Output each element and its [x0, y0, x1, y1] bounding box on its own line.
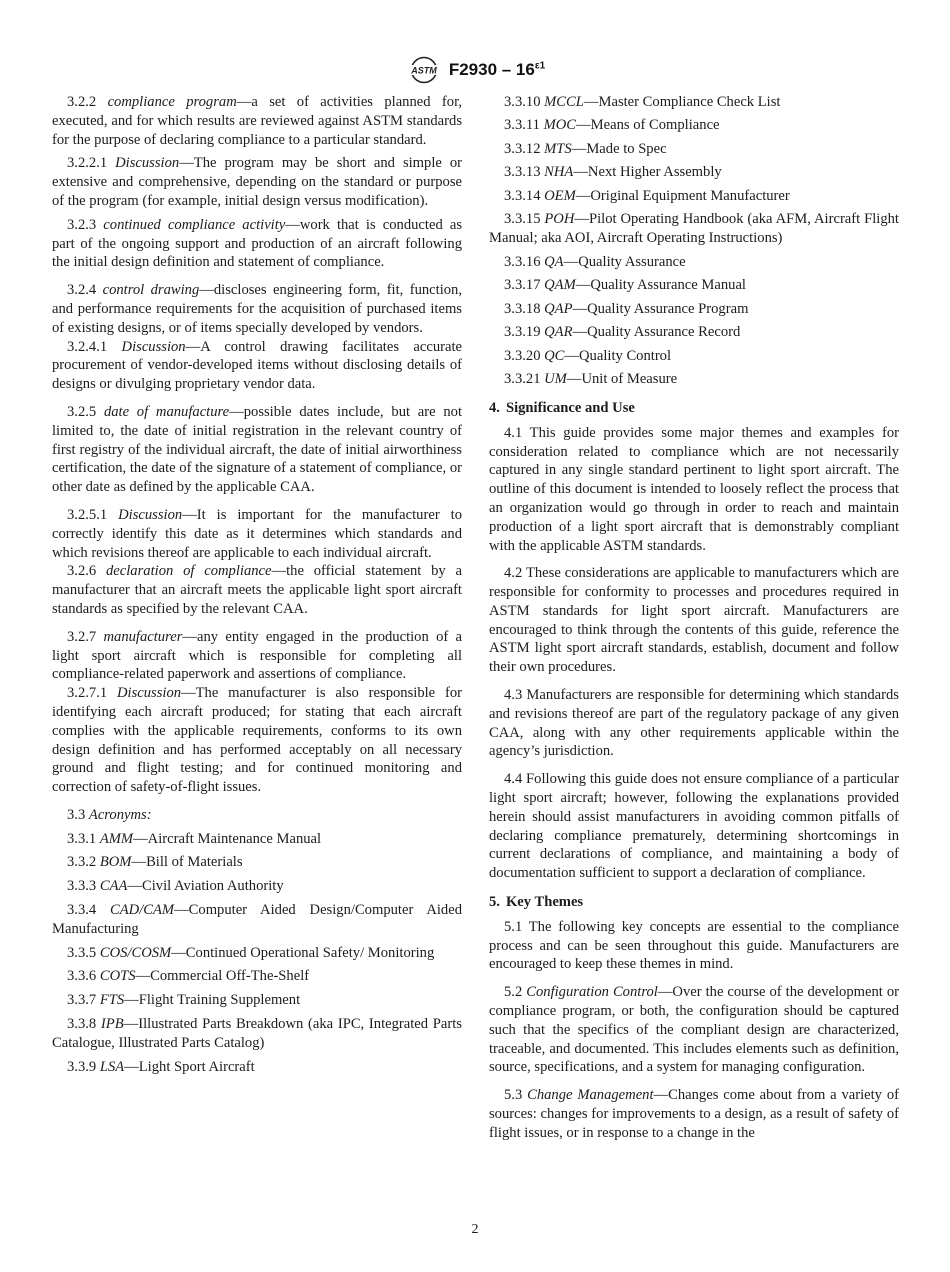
acronym-item: 3.3.19 QAR—Quality Assurance Record: [504, 324, 741, 341]
page-header: [0, 52, 950, 88]
paragraph-4-4: 4.4 Following this guide does not ensure compliance of a particular light sport aircraft; however, following the explanations provided herein should assist manufacturers in avoiding common pitfalls of declaring compliance prematurely, determining shortcomings in current declarations of compliance, and maintaining a body of documentation sufficient to support a declaration of compliance.: [489, 771, 899, 882]
section-4-heading: 4. Significance and Use: [489, 399, 635, 416]
astm-logo-icon: [405, 55, 443, 85]
acronym-item: 3.3.6 COTS—Commercial Off-The-Shelf: [67, 968, 310, 985]
paragraph-5-2: 5.2 Configuration Control—Over the course of the development or compliance program, or both, the configuration should be captured such that the specifics of the compliant design are characterized, traceable, and documented. This includes elements such as definition, source, specifications, and a system for managing configuration.: [489, 984, 899, 1076]
acronym-item: 3.3.12 MTS—Made to Spec: [504, 140, 667, 157]
acronym-item: 3.3.4 CAD/CAM—Computer Aided Design/Computer Aided Manufacturing: [52, 902, 462, 937]
paragraph-4-2: 4.2 These considerations are applicable to manufacturers which are responsible for conformity to processes and procedures required in ASTM standards for light sport aircraft. Manufacturers are encouraged to think through the contents of this guide, reference the ASTM light sport aircraft standards, establish, document and follow their own procedures.: [489, 565, 899, 676]
discussion-3-2-7-1: 3.2.7.1 Discussion—The manufacturer is also responsible for identifying each aircraft produced; for stating that each aircraft complies with the applicable requirements, conforms to its own design definition and has performed acceptably on all necessary ground and flight testing; and for continued monitoring and correction of safety-of-flight issues.: [52, 685, 462, 796]
acronym-item: 3.3.5 COS/COSM—Continued Operational Safety/ Monitoring: [67, 944, 435, 961]
acronyms-heading: 3.3 Acronyms:: [67, 806, 152, 823]
acronym-item: 3.3.17 QAM—Quality Assurance Manual: [504, 277, 746, 294]
document-designation: $F2930 - 16^{\varepsilon 1}$: [448, 60, 546, 79]
acronym-item: 3.3.8 IPB—Illustrated Parts Breakdown (aka IPC, Integrated Parts Catalogue, Illustrated Parts Catalog): [52, 1016, 462, 1051]
paragraph-5-3: 5.3 Change Management—Changes come about from a variety of sources: changes for improvements to a design, as a result of safety of flight issues, or in response to a change in the: [489, 1087, 899, 1141]
page-number: 2: [471, 1222, 479, 1237]
discussion-3-2-2-1: 3.2.2.1 Discussion—The program may be short and simple or extensive and comprehensive, depending on the standard or purpose of the program (for example, initial design versus modification).: [52, 155, 462, 209]
paragraph-4-1: 4.1 This guide provides some major themes and examples for consideration related to compliance which are not necessarily captured in any single standard pertinent to light sport aircraft. The outline of this document is intended to loosely reflect the process that an organization would go through in order to reach and maintain production of a light sport aircraft that is demonstrably compliant with the applicable ASTM standards.: [489, 424, 899, 554]
acronym-item: 3.3.9 LSA—Light Sport Aircraft: [67, 1058, 255, 1075]
acronym-item: 3.3.1 AMM—Aircraft Maintenance Manual: [67, 830, 322, 847]
acronym-item: 3.3.2 BOM—Bill of Materials: [67, 854, 243, 871]
acronym-item: 3.3.11 MOC—Means of Compliance: [504, 117, 720, 134]
paragraph-5-1: 5.1 The following key concepts are essential to the compliance process and can be seen throughout this guide. Manufacturers are encouraged to keep these themes in mind.: [489, 918, 899, 973]
paragraph-4-3: 4.3 Manufacturers are responsible for determining which standards and revisions thereof are part of the regulatory package of any given CAA, along with any other requirements applicable within the agency’s jurisdiction.: [489, 687, 899, 760]
acronym-item: 3.3.15 POH—Pilot Operating Handbook (aka AFM, Aircraft Flight Manual; aka AOI, Aircraft Operating Instructions): [489, 211, 899, 247]
definition-3-2-4: 3.2.4 control drawing—discloses engineering form, fit, function, and performance requirements for the acquisition of purchased items of existing designs, or of items specially developed by vendors.: [52, 282, 462, 336]
logo-text: ASTM: [411, 65, 437, 76]
left-column: [52, 93, 462, 1081]
acronym-item: 3.3.14 OEM—Original Equipment Manufacturer: [504, 187, 790, 204]
acronym-item: 3.3.3 CAA—Civil Aviation Authority: [67, 878, 284, 895]
definition-3-2-7: 3.2.7 manufacturer—any entity engaged in the production of a light sport aircraft which is responsible for completing all compliance-related paperwork and assertions of compliance.: [52, 628, 462, 683]
acronym-item: 3.3.13 NHA—Next Higher Assembly: [504, 164, 722, 181]
definition-3-2-2: 3.2.2 compliance program—a set of activities planned for, executed, and for which results are reviewed against ASTM standards for the purpose of declaring compliance to a particular standard.: [52, 94, 462, 148]
discussion-3-2-5-1: 3.2.5.1 Discussion—It is important for the manufacturer to correctly identify this date as it determines which standards and which revisions thereof are applicable to each individual aircraft.: [52, 506, 463, 561]
edition-superscript: ε1: [534, 60, 546, 72]
acronym-item: 3.3.16 QA—Quality Assurance: [504, 253, 686, 270]
right-column: [489, 93, 899, 1148]
acronym-item: 3.3.21 UM—Unit of Measure: [504, 371, 678, 388]
definition-3-2-6: 3.2.6 declaration of compliance—the official statement by a manufacturer that an aircraft meets the applicable light sport aircraft standards as specified by the relevant CAA.: [52, 563, 463, 617]
acronym-item: 3.3.10 MCCL—Master Compliance Check List: [504, 94, 781, 110]
definition-3-2-5: 3.2.5 date of manufacture—possible dates include, but are not limited to, the date of initial registration in the relevant country of first registry of the individual aircraft, the date of initial airworthiness certification, the date of the signature of a statement of compliance, or other date as defined by the applicable CAA.: [52, 403, 463, 496]
acronym-item: 3.3.20 QC—Quality Control: [504, 347, 672, 364]
acronym-item: 3.3.7 FTS—Flight Training Supplement: [67, 992, 301, 1009]
definition-3-2-3: 3.2.3 continued compliance activity—work that is conducted as part of the ongoing support and production of an aircraft following the initial design definition and statement of compliance.: [52, 216, 462, 271]
section-5-heading: 5. Key Themes: [489, 894, 584, 911]
acronym-item: 3.3.18 QAP—Quality Assurance Program: [504, 300, 749, 317]
discussion-3-2-4-1: 3.2.4.1 Discussion—A control drawing facilitates accurate procurement of vendor-developed items without disclosing details of designs or divulging proprietary vendor data.: [52, 338, 462, 393]
